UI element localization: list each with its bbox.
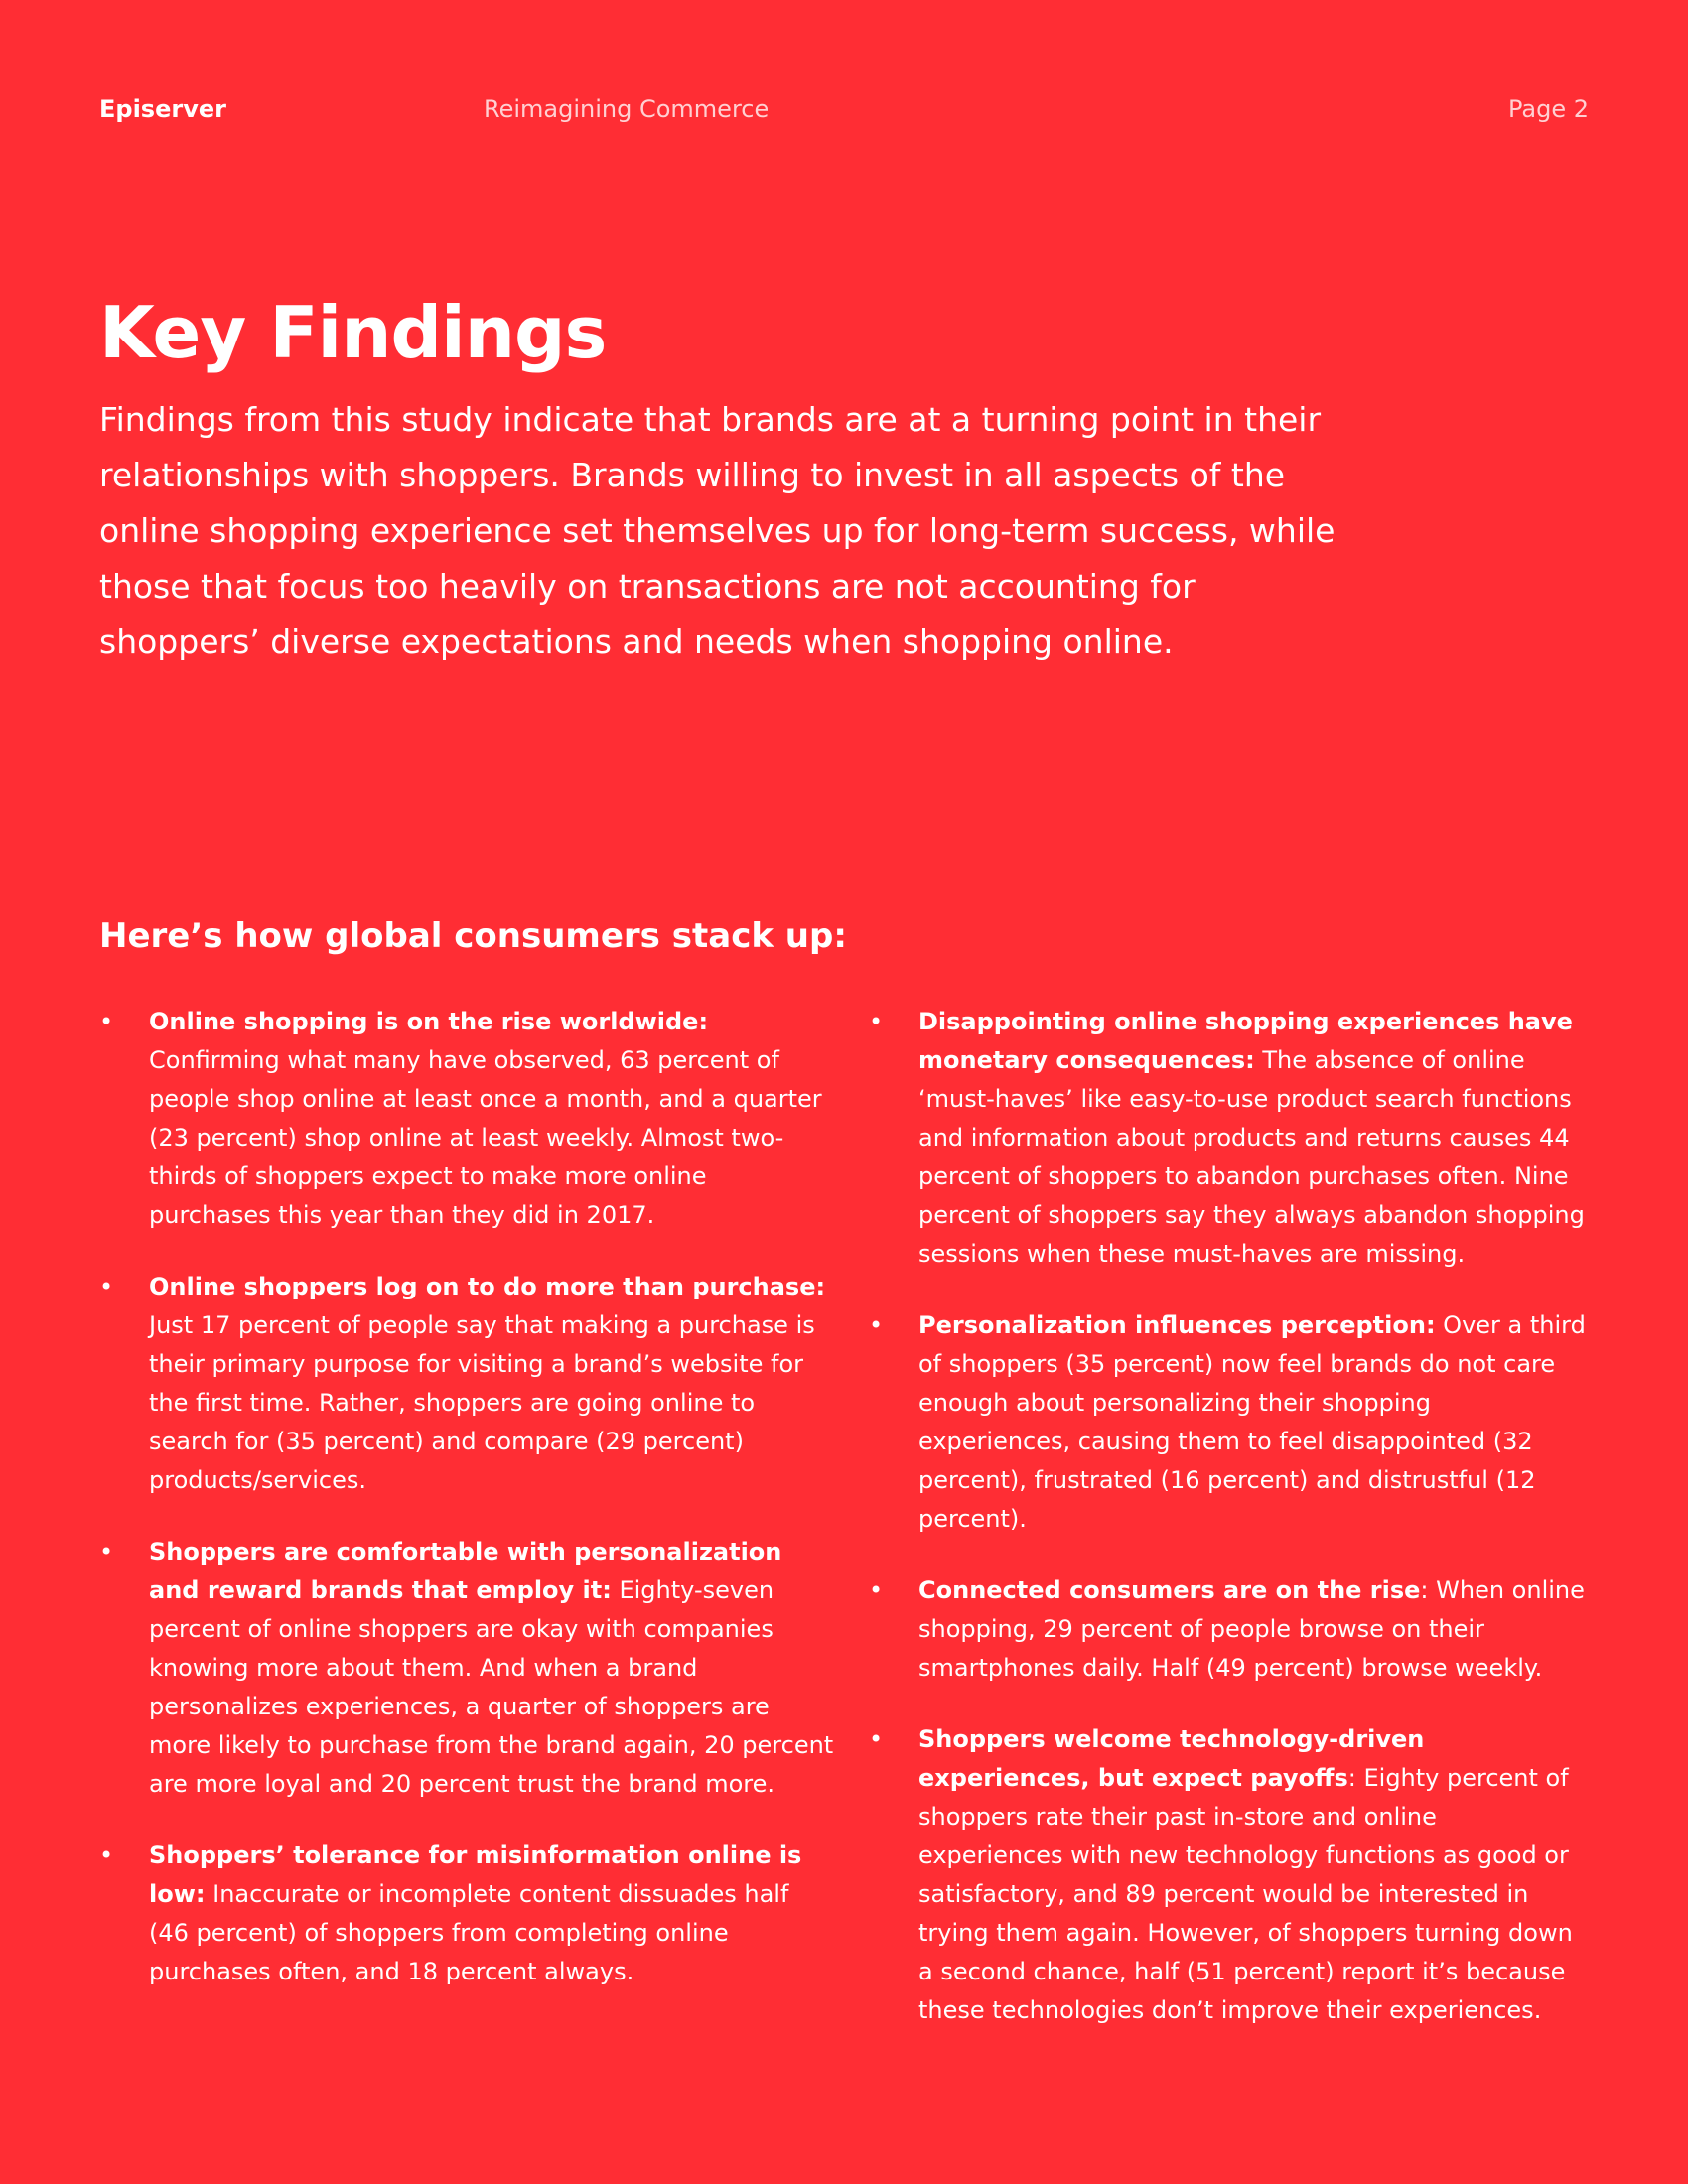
finding-lead: Online shoppers log on to do more than purchase: (149, 1273, 826, 1300)
finding-lead: Personalization influences perception: (918, 1311, 1436, 1339)
finding-lead: Online shopping is on the rise worldwide: (149, 1008, 709, 1035)
page-number: Page 2 (1508, 95, 1589, 123)
bullet-icon: • (869, 1008, 884, 1035)
finding-body: Eighty-seven percent of online shoppers are okay with companies knowing more about them. And when a brand personalizes experiences, a quarter of shoppers are more likely to purchase from the brand again, 20 percent are more loyal and 20 percent trust the brand more. (149, 1576, 834, 1798)
bullet-icon: • (869, 1576, 884, 1604)
finding-item (869, 1306, 1589, 1539)
finding-item (869, 1720, 1589, 2030)
bullet-icon: • (99, 1538, 114, 1566)
finding-item (869, 1571, 1589, 1688)
finding-item (99, 1533, 834, 1804)
bullet-icon: • (99, 1842, 114, 1869)
bullet-icon: • (869, 1311, 884, 1339)
finding-body: : Eighty percent of shoppers rate their past in-store and online experiences with new technology functions as good or satisfactory, and 89 percent would be interested in trying them again. However, of shoppers turning down a second chance, half (51 percent) report it’s because these technologies don’t improve their experiences. (918, 1764, 1573, 2024)
finding-item (99, 1268, 834, 1500)
findings-right-column (869, 1003, 1589, 2063)
findings-left-column (99, 1003, 834, 2024)
bullet-icon: • (869, 1725, 884, 1753)
bullet-icon: • (99, 1008, 114, 1035)
finding-lead: Shoppers welcome technology-driven experiences, but expect payoffs (918, 1725, 1425, 1792)
finding-item (99, 1837, 834, 1991)
finding-body: Inaccurate or incomplete content dissuades half (46 percent) of shoppers from completing online purchases often, and 18 percent always. (149, 1880, 789, 1985)
finding-lead: Shoppers are comfortable with personalization and reward brands that employ it: (149, 1538, 782, 1604)
document-title: Reimagining Commerce (484, 95, 770, 123)
page-title: Key Findings (99, 291, 607, 374)
finding-lead: Shoppers’ tolerance for misinformation online is low: (149, 1842, 802, 1908)
finding-body: : When online shopping, 29 percent of people browse on their smartphones daily. Half (49 percent) browse weekly. (918, 1576, 1585, 1682)
finding-body: Confirming what many have observed, 63 percent of people shop online at least once a month, and a quarter (23 percent) shop online at least weekly. Almost two-thirds of shoppers expect to make more online purchases this year than they did in 2017. (149, 1046, 822, 1229)
finding-lead: Disappointing online shopping experiences have monetary consequences: (918, 1008, 1573, 1074)
brand-name: Episerver (99, 95, 226, 123)
finding-body: Over a third of shoppers (35 percent) now feel brands do not care enough about personalizing their shopping experiences, causing them to feel disappointed (32 percent), frustrated (16 percent) and distrustful (12 percent). (918, 1311, 1586, 1533)
finding-item (869, 1003, 1589, 1274)
section-subheading: Here’s how global consumers stack up: (99, 916, 847, 956)
intro-paragraph: Findings from this study indicate that brands are at a turning point in their relationships with shoppers. Brands willing to invest in all aspects of the online shopping experience set themselves up for long-term success, while those that focus too heavily on transactions are not accounting for shoppers’ diverse expectations and needs when shopping online. (99, 400, 1336, 661)
page-header (99, 95, 1589, 131)
finding-item (99, 1003, 834, 1235)
finding-lead: Connected consumers are on the rise (918, 1576, 1421, 1604)
finding-body: The absence of online ‘must-haves’ like easy-to-use product search functions and information about products and returns causes 44 percent of shoppers to abandon purchases often. Nine percent of shoppers say they always abandon shopping sessions when these must-haves are missing. (918, 1046, 1585, 1268)
bullet-icon: • (99, 1273, 114, 1300)
finding-body: Just 17 percent of people say that making a purchase is their primary purpose for visiting a brand’s website for the first time. Rather, shoppers are going online to search for (35 percent) and compare (29 percent) products/services. (149, 1311, 815, 1494)
